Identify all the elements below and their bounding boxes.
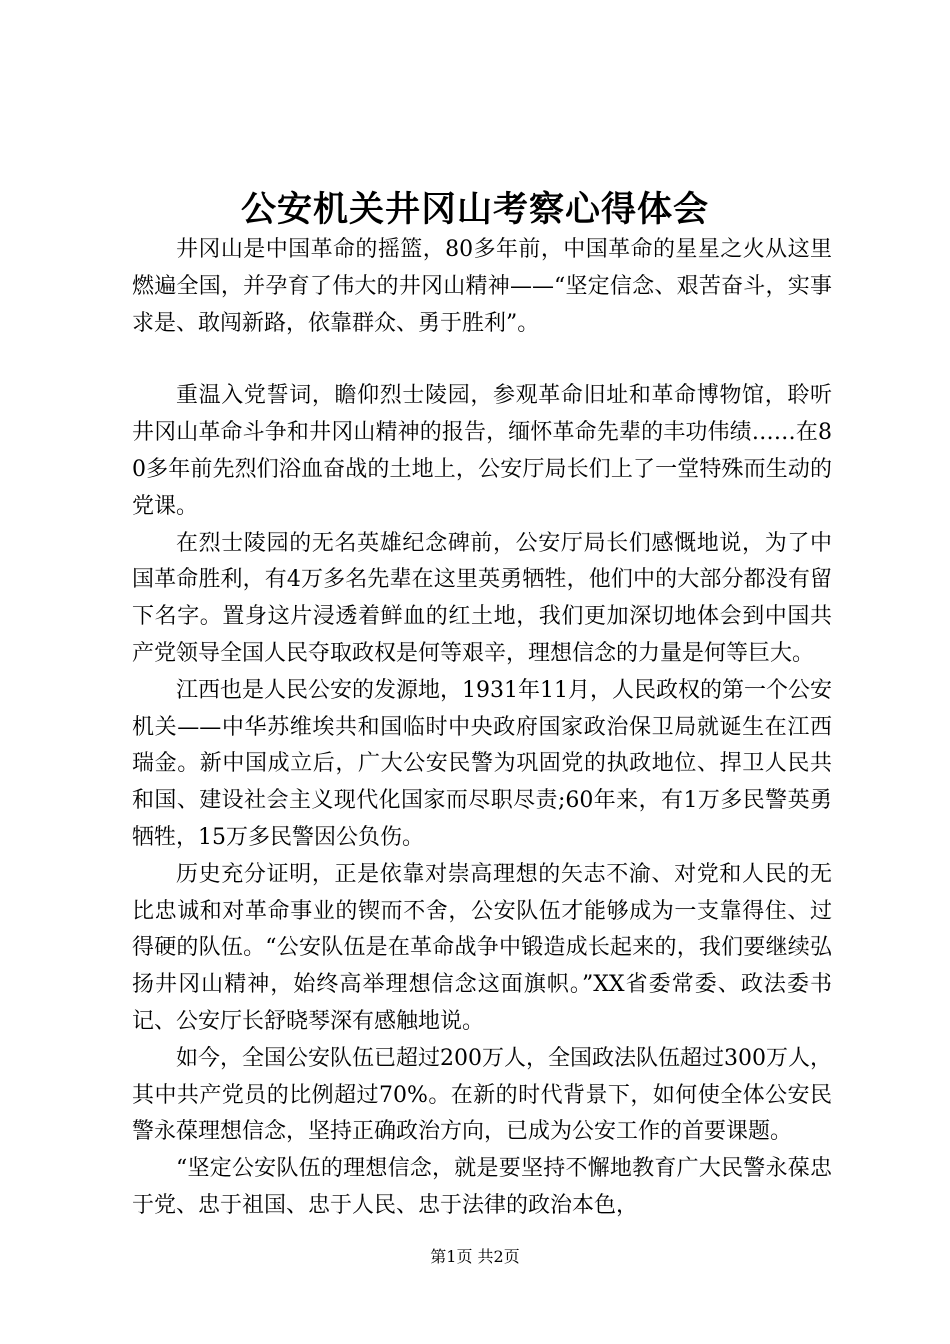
paragraph-2: 重温入党誓词，瞻仰烈士陵园，参观革命旧址和革命博物馆，聆听井冈山革命斗争和井冈山精神的报告，缅怀革命先辈的丰功伟绩……在80多年前先烈们浴血奋战的土地上，公安厅局长们上了一堂特殊而生动的党课。 <box>132 383 832 519</box>
paragraph-3: 在烈士陵园的无名英雄纪念碑前，公安厅局长们感慨地说，为了中国革命胜利，有4万多名先辈在这里英勇牺牲，他们中的大部分都没有留下名字。置身这片浸透着鲜血的红土地，我们更加深切地体会到中国共产党领导全国人民夺取政权是何等艰辛，理想信念的力量是何等巨大。 <box>132 530 832 666</box>
paragraph-6: 如今，全国公安队伍已超过200万人，全国政法队伍超过300万人，其中共产党员的比例超过70%。在新的时代背景下，如何使全体公安民警永葆理想信念，坚持正确政治方向，已成为公安工作的首要课题。 <box>132 1045 832 1145</box>
document-title: 公安机关井冈山考察心得体会 <box>240 189 709 230</box>
paragraph-1: 井冈山是中国革命的摇篮，80多年前，中国革命的星星之火从这里燃遍全国，并孕育了伟大的井冈山精神——“坚定信念、艰苦奋斗，实事求是、敢闯新路，依靠群众、勇于胜利”。 <box>132 237 832 336</box>
paragraph-4: 江西也是人民公安的发源地，1931年11月，人民政权的第一个公安机关——中华苏维埃共和国临时中央政府国家政治保卫局就诞生在江西瑞金。新中国成立后，广大公安民警为巩固党的执政地位、捍卫人民共和国、建设社会主义现代化国家而尽职尽责;60年来，有1万多民警英勇牺牲，15万多民警因公负伤。 <box>132 677 832 850</box>
paragraph-5: 历史充分证明，正是依靠对崇高理想的矢志不渝、对党和人民的无比忠诚和对革命事业的锲而不舍，公安队伍才能够成为一支靠得住、过得硬的队伍。“公安队伍是在革命战争中锻造成长起来的，我们要继续弘扬井冈山精神，始终高举理想信念这面旗帜。”XX省委常委、政法委书记、公安厅长舒晓琴深有感触地说。 <box>132 861 832 1034</box>
paragraph-7: “坚定公安队伍的理想信念，就是要坚持不懈地教育广大民警永葆忠于党、忠于祖国、忠于人民、忠于法律的政治本色， <box>132 1156 832 1218</box>
document-body <box>132 232 832 1225</box>
page-number-footer: 第1页 共2页 <box>430 1247 520 1266</box>
